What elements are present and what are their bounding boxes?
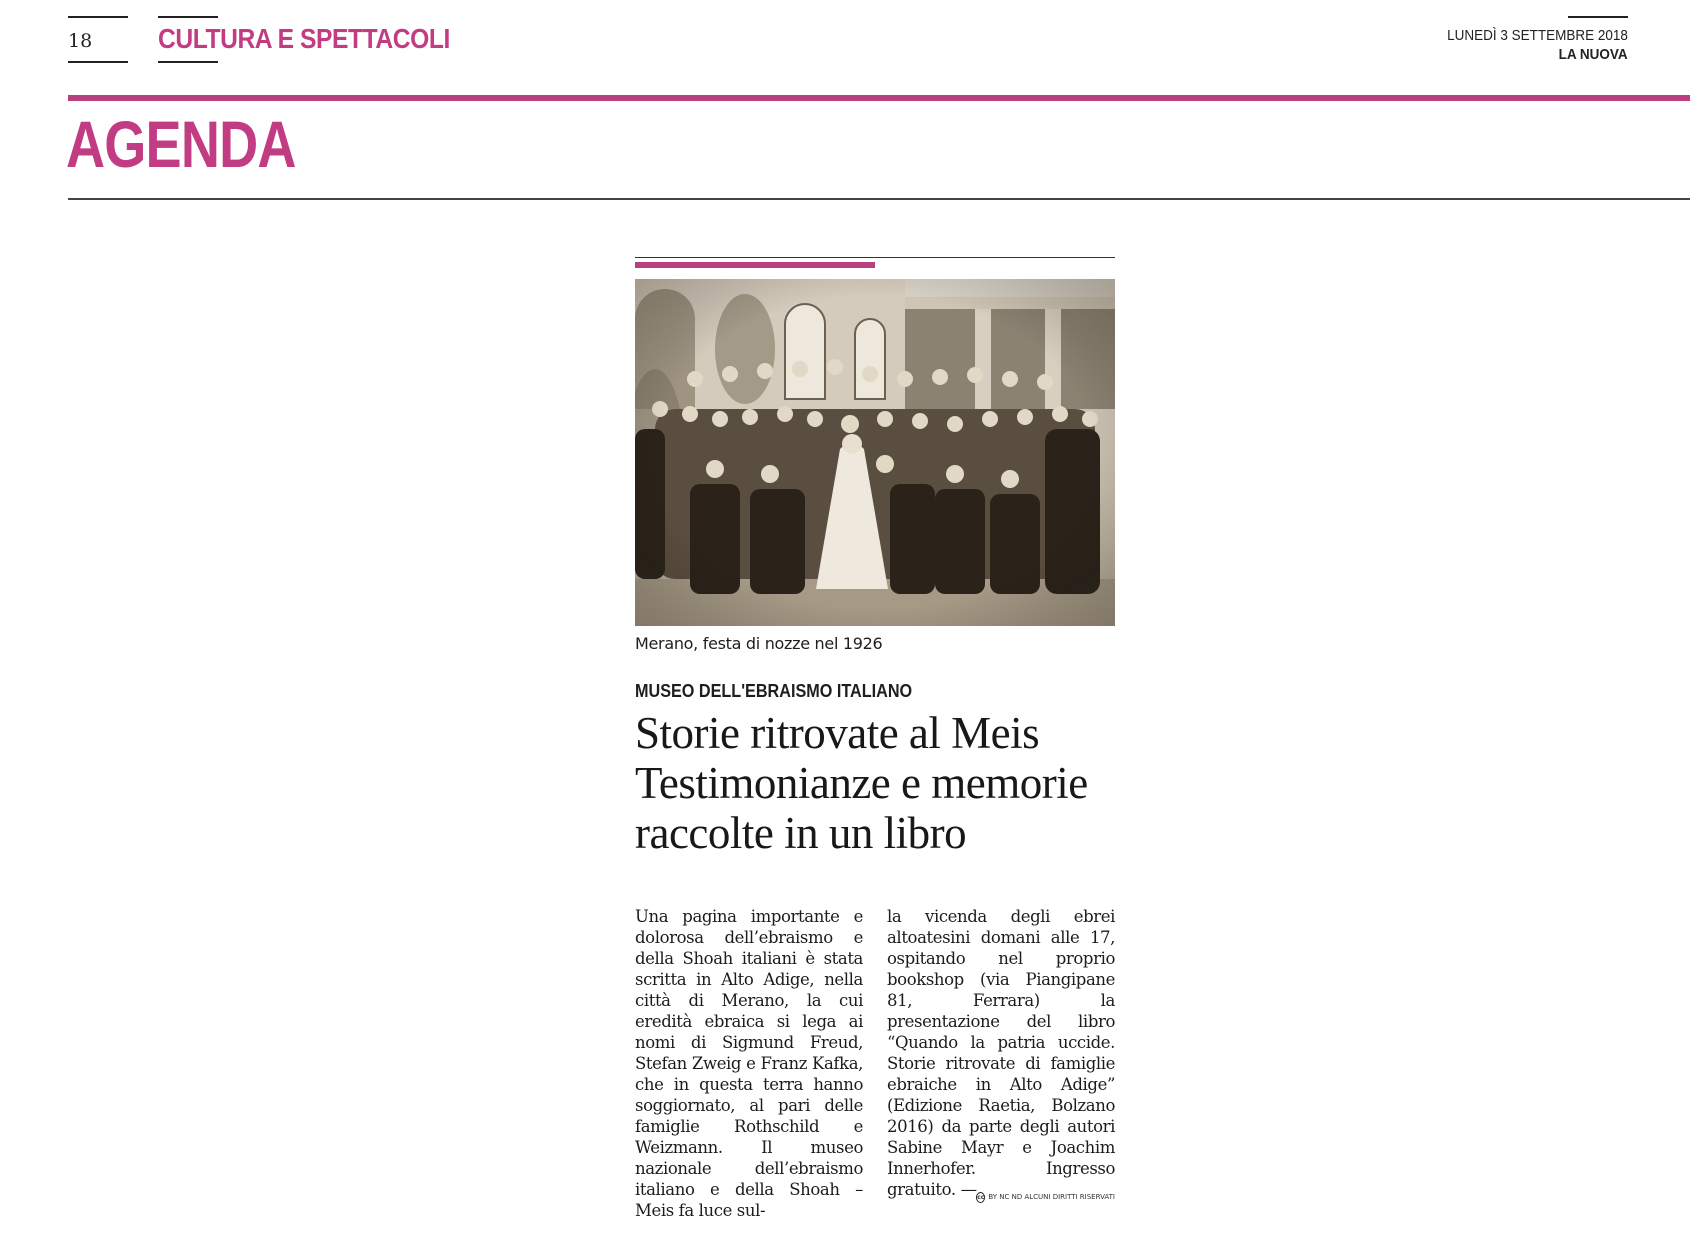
publication-name: LA NUOVA <box>1558 46 1628 63</box>
page-number: 18 <box>68 30 93 52</box>
article-accent-rule <box>635 262 875 268</box>
headline-line-3: raccolte in un libro <box>635 808 967 858</box>
header-rule-top-left <box>68 16 128 18</box>
section-title: CULTURA E SPETTACOLI <box>158 23 450 54</box>
headline-line-1: Storie ritrovate al Meis <box>635 708 1040 758</box>
wedding-photo-image <box>635 279 1115 626</box>
creative-commons-icon: cc <box>977 1193 985 1201</box>
headline-line-2: Testimonianze e memorie <box>635 758 1088 808</box>
agenda-title: AGENDA <box>66 107 296 181</box>
license-notice <box>977 1190 1115 1204</box>
article-headline <box>635 708 1135 858</box>
article-photo <box>635 279 1115 626</box>
article-rule <box>635 257 1115 258</box>
header-rule-bottom-left <box>68 61 128 63</box>
license-text: BY NC ND ALCUNI DIRITTI RISERVATI <box>988 1193 1115 1201</box>
photo-caption: Merano, festa di nozze nel 1926 <box>635 634 883 653</box>
article-body-column-right: la vicenda degli ebrei altoatesini domani alle 17, ospitando nel proprio bookshop (via Piangipane 81, Ferrara) la presentazione del libro “Quando la patria uccide. Storie ritrovate di famiglie ebraiche in Alto Adige” (Edizione Raetia, Bolzano 2016) da parte degli autori Sabine Mayr e Joachim Innerhofer. Ingresso gratuito. — <box>887 907 1115 1199</box>
section-rule-top <box>158 16 218 18</box>
section-rule-bottom <box>158 61 218 63</box>
date-rule-top <box>1568 16 1628 18</box>
header-accent-rule <box>68 95 1690 101</box>
agenda-rule <box>68 198 1690 200</box>
article-body-column-left: Una pagina importante e dolorosa dell’ebraismo e della Shoah italiani è stata scritta in Alto Adige, nella città di Merano, la cui eredità ebraica si lega ai nomi di Sigmund Freud, Stefan Zweig e Franz Kafka, che in questa terra hanno soggiornato, al pari delle famiglie Rothschild e Weizmann. Il museo nazionale dell’ebraismo italiano e della Shoah – Meis fa luce sul- <box>635 907 863 1220</box>
article-kicker: MUSEO DELL'EBRAISMO ITALIANO <box>635 681 913 701</box>
issue-date: LUNEDÌ 3 SETTEMBRE 2018 <box>1447 27 1628 44</box>
